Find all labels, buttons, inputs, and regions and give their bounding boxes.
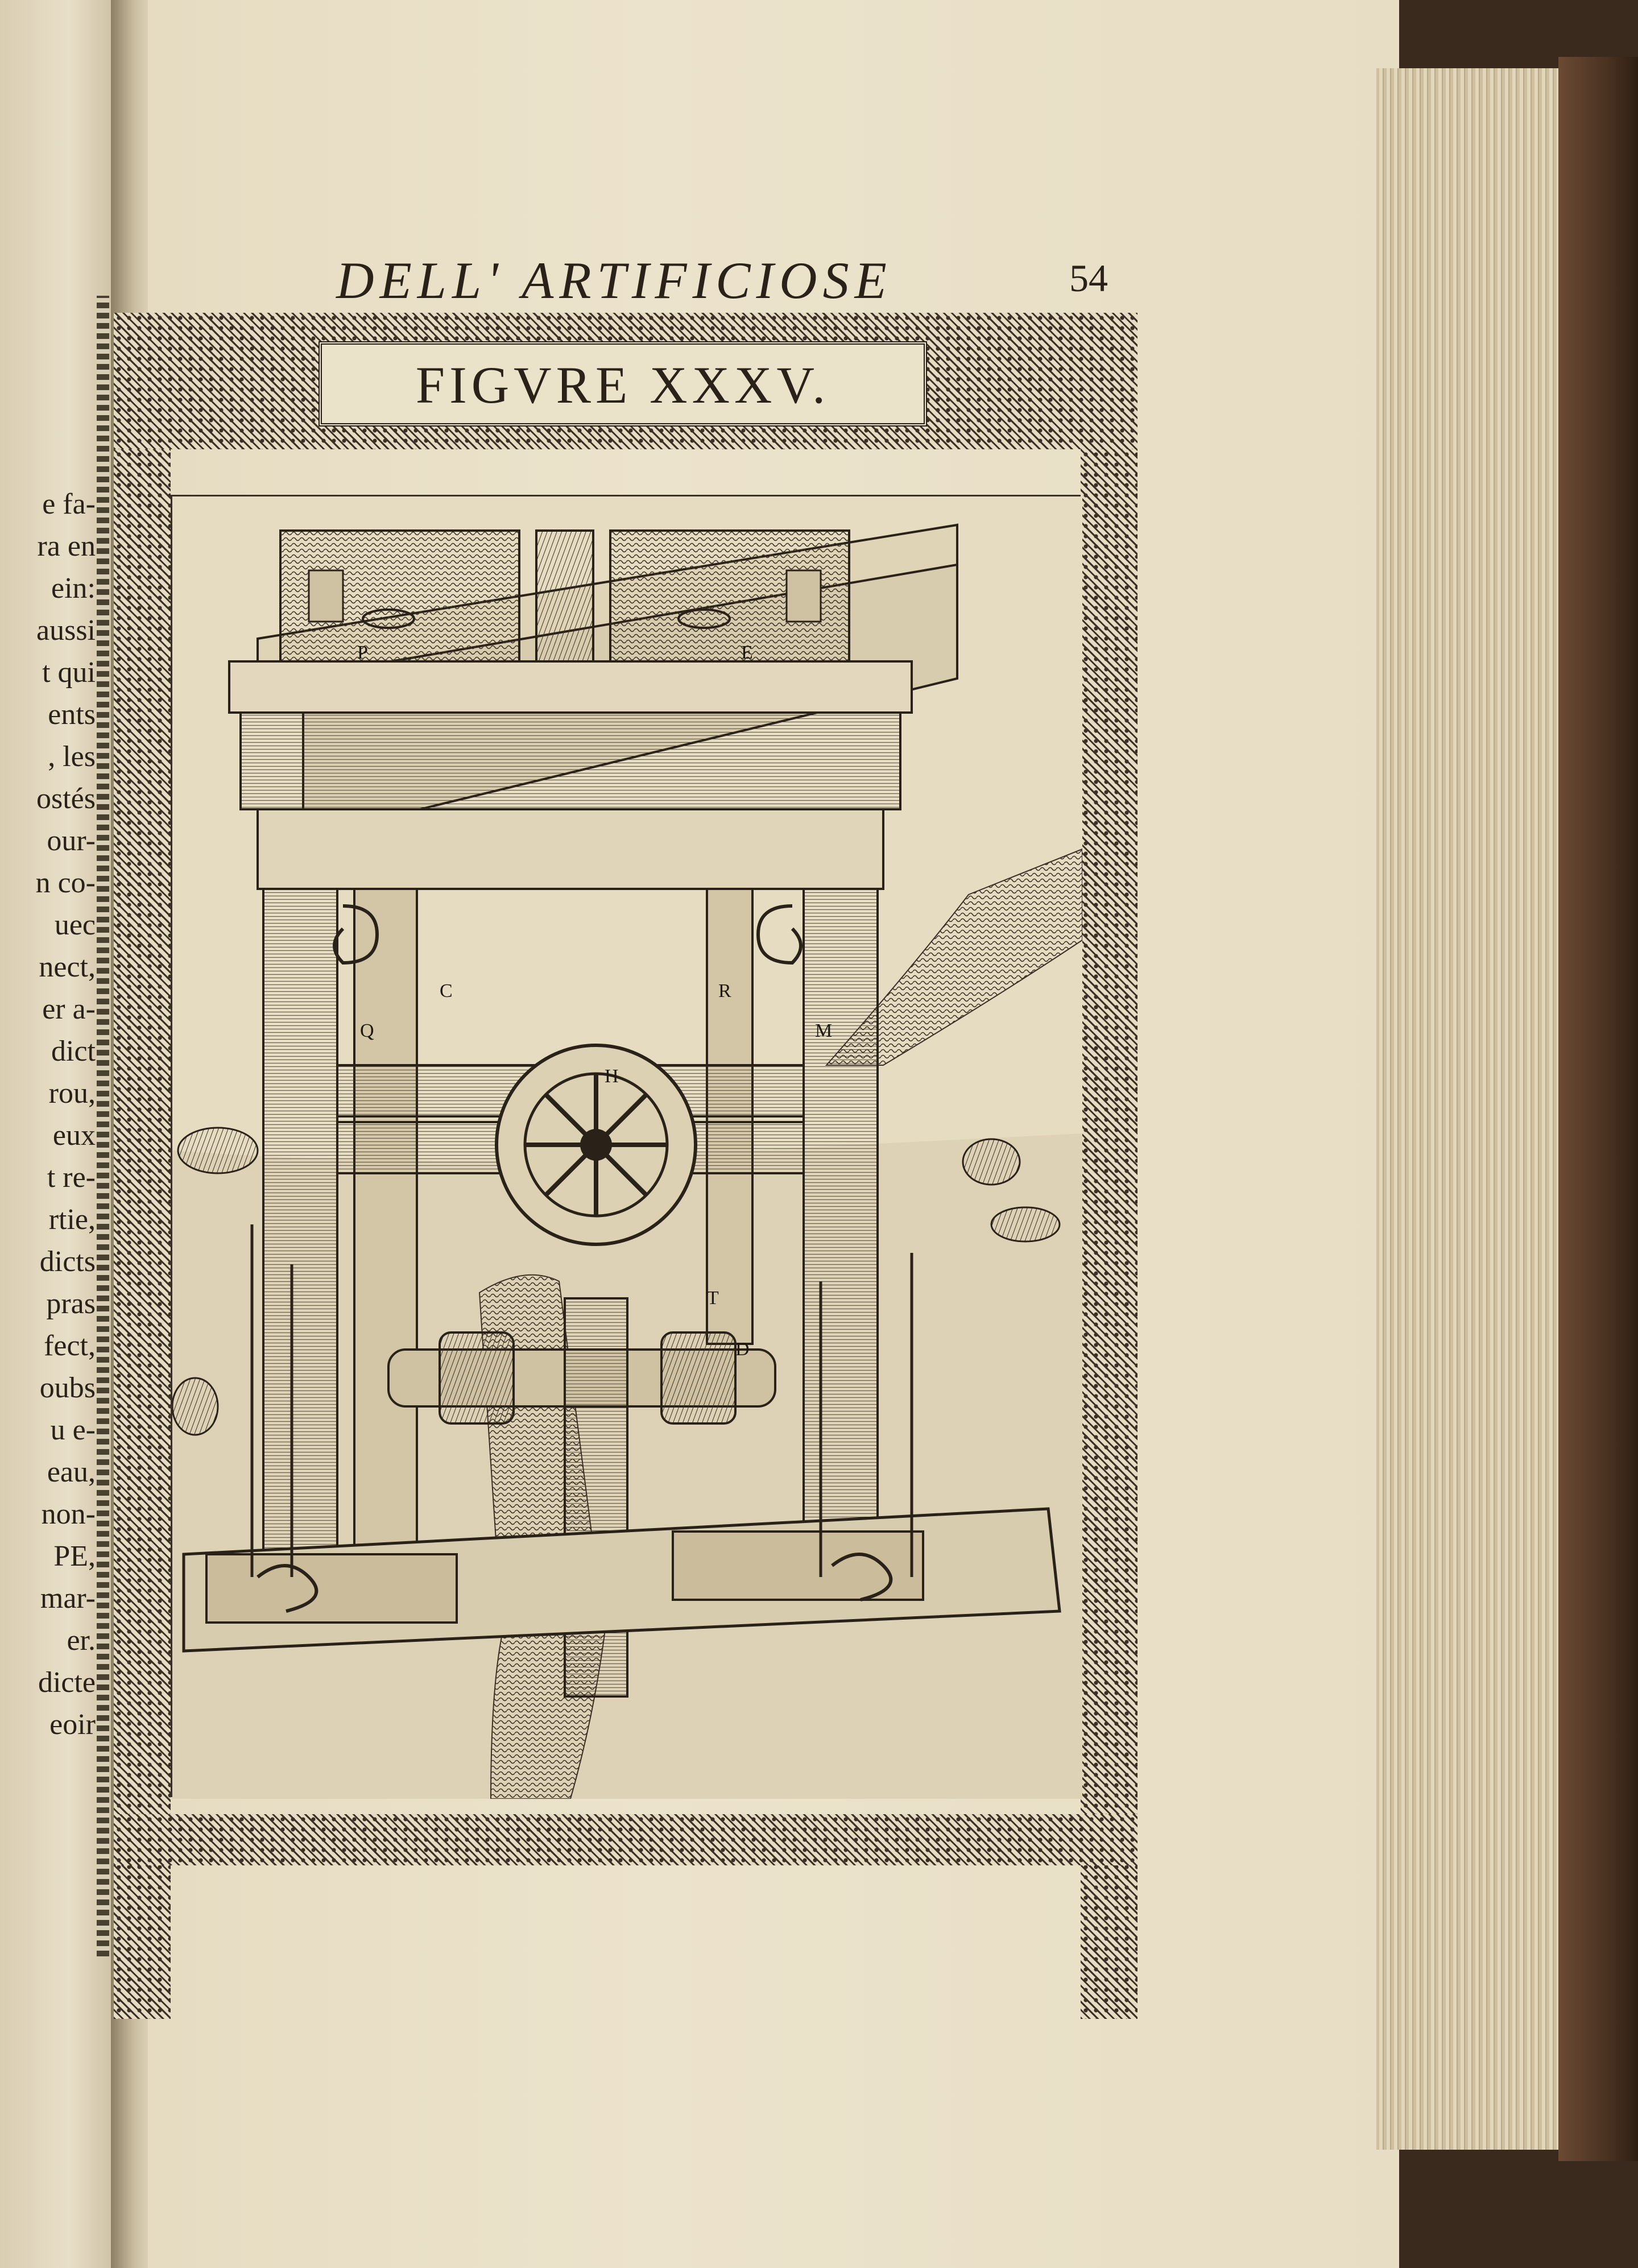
left-text-line: t qui (42, 656, 96, 689)
label-p: P (357, 642, 368, 663)
engraving-plate (171, 495, 1081, 1797)
left-text-line: pras (46, 1288, 96, 1320)
left-text-line: eau, (47, 1456, 96, 1488)
frame-band-right (1081, 449, 1138, 2019)
plate-title: FIGVRE XXXV. (415, 356, 830, 414)
left-text-line: fect, (44, 1330, 96, 1362)
left-text-line: aussi (36, 614, 96, 647)
left-text-line: rtie, (48, 1203, 96, 1236)
left-text-line: ents (48, 698, 96, 731)
left-text-line: t re- (47, 1161, 96, 1194)
title-cartouche (318, 341, 927, 427)
left-text-line: ein: (51, 572, 96, 605)
left-page-text-column (0, 483, 96, 1746)
label-h: H (605, 1066, 619, 1087)
page-edges (1376, 68, 1570, 2150)
left-text-line: oubs (39, 1372, 96, 1404)
left-text-line: dicts (39, 1245, 96, 1278)
left-text-line: dicte (38, 1666, 96, 1699)
left-text-line: n co- (35, 867, 96, 899)
frame-band-bottom (114, 1814, 1138, 1865)
book-cover (1558, 57, 1638, 2161)
left-text-line: rou, (48, 1077, 96, 1110)
left-page-ornamental-border (97, 296, 109, 1956)
right-post (804, 889, 878, 1571)
left-text-line: er. (67, 1624, 96, 1657)
label-r: R (718, 980, 731, 1001)
left-text-line: eux (52, 1119, 96, 1152)
left-text-line: mar- (40, 1582, 96, 1615)
frame-band-left (114, 449, 171, 2019)
left-text-line: dict (51, 1035, 96, 1067)
left-text-line: nect, (39, 951, 96, 983)
left-text-line: er a- (42, 993, 96, 1025)
left-text-line: non- (41, 1498, 96, 1530)
pump-cylinder-left (354, 889, 417, 1571)
left-text-line: eoir (49, 1708, 96, 1741)
running-head: DELL' ARTIFICIOSE (336, 251, 892, 309)
water-machine-engraving (172, 496, 1082, 1799)
label-t: T (707, 1288, 719, 1309)
label-q: Q (360, 1020, 374, 1041)
left-text-line: ostés (36, 783, 96, 815)
label-m: M (815, 1020, 833, 1041)
cornice (229, 661, 912, 713)
page-number: 54 (1069, 256, 1108, 300)
left-text-line: e fa- (42, 488, 96, 520)
left-text-line: u e- (50, 1414, 96, 1446)
label-d: D (735, 1339, 750, 1360)
left-text-line: PE, (53, 1540, 96, 1572)
left-text-line: our- (47, 825, 96, 857)
left-text-line: , les (48, 740, 96, 773)
left-post (263, 889, 337, 1571)
label-e: E (741, 642, 753, 663)
label-c: C (440, 980, 453, 1001)
left-text-line: ra en (37, 530, 96, 562)
left-text-line: uec (54, 909, 96, 941)
